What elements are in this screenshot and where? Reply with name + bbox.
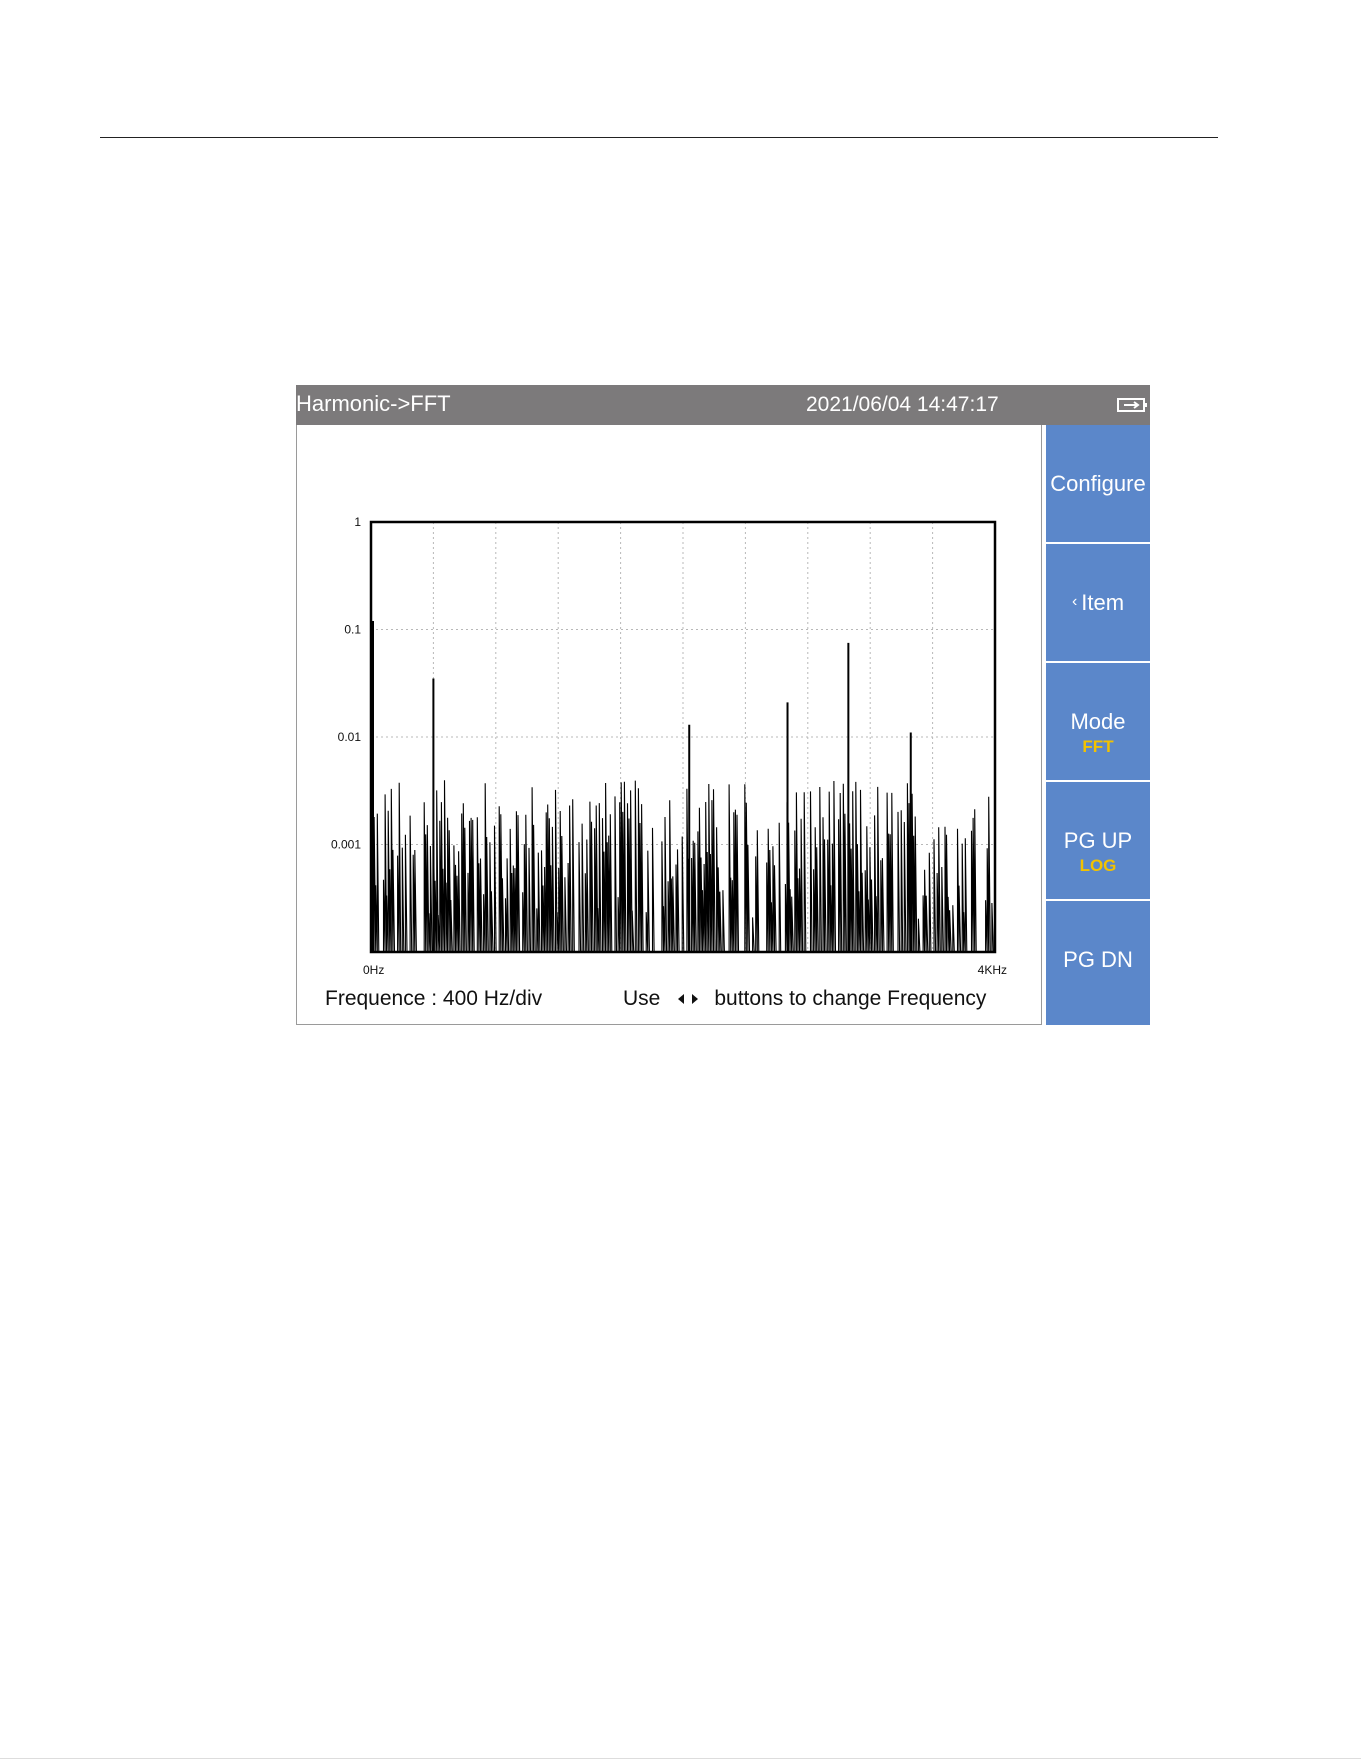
configure-label: Configure [1050, 471, 1146, 496]
chevron-left-icon: ‹ [1071, 593, 1078, 610]
y-tick-label: 0.001 [330, 837, 361, 852]
frequency-hint [623, 987, 986, 1011]
page-header-rule [100, 137, 1218, 138]
datetime-display: 2021/06/04 14:47:17 [806, 393, 999, 416]
mode-label: Mode [1070, 709, 1126, 734]
hint-prefix: Use [623, 987, 661, 1010]
configure-button[interactable] [1046, 425, 1150, 544]
fft-plot-panel [296, 425, 1042, 1025]
item-label: Item [1081, 590, 1125, 615]
scale-value: LOG [1079, 856, 1117, 875]
pg-dn-button[interactable] [1046, 901, 1150, 1025]
frequency-scale-label: Frequence : 400 Hz/div [325, 987, 543, 1010]
page-footer-rule [0, 1758, 1361, 1759]
fft-chart [297, 425, 1041, 1023]
item-label-wrap [1046, 590, 1150, 616]
mode-value: FFT [1082, 737, 1114, 756]
pg-up-button[interactable] [1046, 782, 1150, 901]
x-tick-label: 4KHz [977, 963, 1007, 977]
y-tick-label: 0.01 [337, 730, 361, 744]
pg-dn-label: PG DN [1063, 947, 1133, 972]
softkey-column [1046, 425, 1150, 1025]
mode-button[interactable] [1046, 663, 1150, 782]
x-tick-label: 0Hz [363, 963, 385, 977]
y-tick-label: 1 [354, 515, 361, 529]
screen-title: Harmonic->FFT [296, 391, 451, 416]
y-tick-label: 0.1 [344, 622, 361, 637]
pg-up-label: PG UP [1063, 828, 1133, 853]
item-button[interactable] [1046, 544, 1150, 663]
title-bar [296, 385, 1150, 425]
hint-suffix: buttons to change Frequency [714, 987, 987, 1010]
left-right-arrows-icon [674, 991, 702, 1007]
spectrum-noise-trace [371, 780, 995, 952]
battery-icon [1116, 395, 1148, 415]
instrument-screen [296, 385, 1150, 1027]
